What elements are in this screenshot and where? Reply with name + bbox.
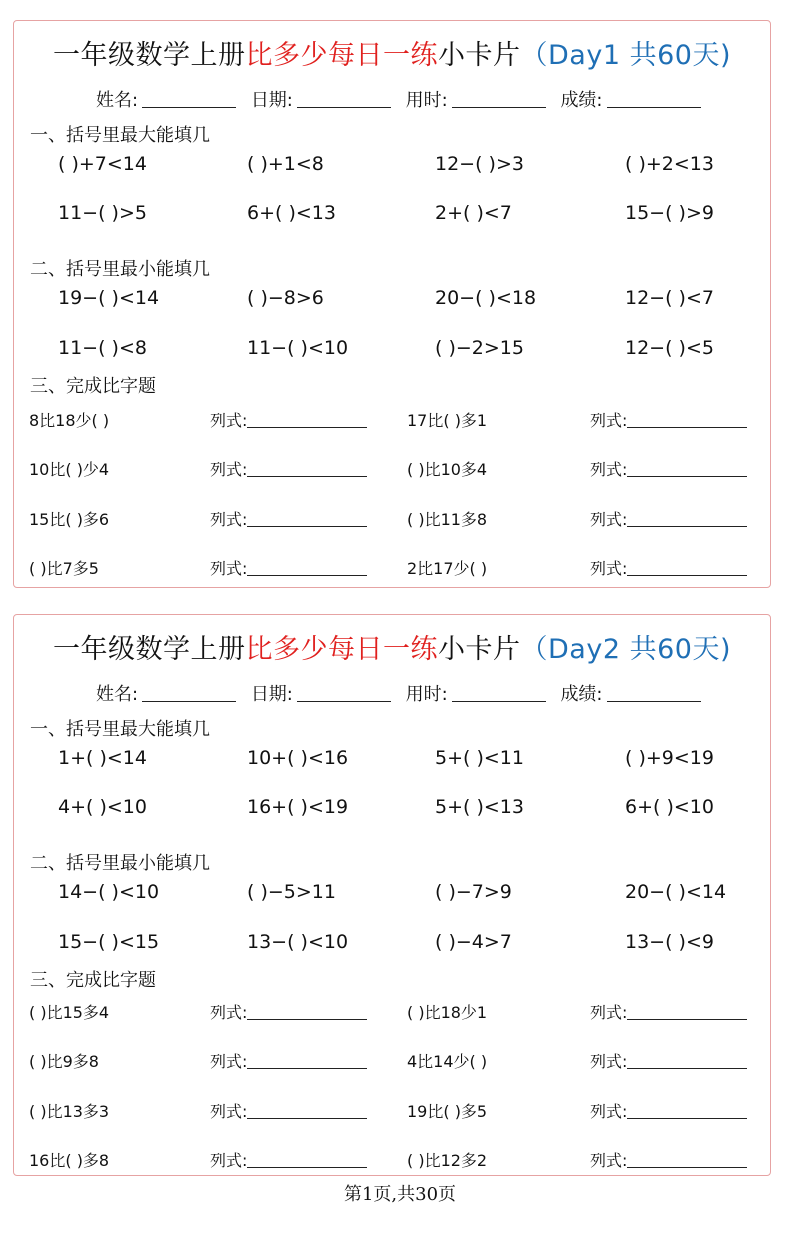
compare-problem: 15比( )多6 [29, 510, 110, 529]
formula-blank: 列式: [590, 457, 747, 480]
date-label: 日期: [250, 90, 293, 111]
name-field[interactable] [142, 92, 236, 108]
equation: ( )−8>6 [247, 287, 324, 309]
info-row [96, 86, 710, 112]
equation: 16+( )<19 [247, 796, 349, 818]
equation: 20−( )<18 [435, 287, 537, 309]
title-prefix: 一年级数学上册 [53, 634, 246, 665]
score-label: 成绩: [560, 90, 603, 111]
equation: 15−( )<15 [58, 931, 160, 953]
compare-problem: 4比14少( ) [407, 1052, 488, 1071]
equation: 12−( )<7 [625, 287, 714, 309]
formula-blank: 列式: [210, 1049, 367, 1072]
equation: ( )+9<19 [625, 747, 714, 769]
equation: 5+( )<11 [435, 747, 524, 769]
formula-blank: 列式: [590, 1148, 747, 1171]
equation: 1+( )<14 [58, 747, 147, 769]
name-label: 姓名: [96, 90, 139, 111]
compare-problem: ( )比15多4 [29, 1003, 110, 1022]
compare-problem: ( )比18少1 [407, 1003, 488, 1022]
section-heading-min: 二、括号里最小能填几 [30, 853, 210, 874]
section-heading-max: 一、括号里最大能填几 [30, 125, 210, 146]
equation: 13−( )<10 [247, 931, 349, 953]
formula-blank: 列式: [590, 1099, 747, 1122]
equation: 10+( )<16 [247, 747, 349, 769]
info-row [96, 680, 710, 706]
equation: 4+( )<10 [58, 796, 147, 818]
date-field[interactable] [297, 92, 391, 108]
name-label: 姓名: [96, 684, 139, 705]
compare-problem: ( )比11多8 [407, 510, 488, 529]
date-field[interactable] [297, 686, 391, 702]
card-title [14, 33, 770, 72]
equation: 5+( )<13 [435, 796, 524, 818]
section-heading-compare: 三、完成比字题 [30, 970, 156, 991]
formula-blank: 列式: [590, 408, 747, 431]
equation: 15−( )>9 [625, 202, 714, 224]
compare-problem: ( )比12多2 [407, 1151, 488, 1170]
title-day: （Day1 共60天) [520, 40, 731, 71]
title-highlight: 比多少每日一练 [245, 40, 439, 71]
formula-blank: 列式: [210, 408, 367, 431]
compare-problem: ( )比10多4 [407, 460, 488, 479]
equation: 12−( )>3 [435, 153, 524, 175]
title-suffix: 小卡片 [438, 40, 521, 71]
equation: ( )−5>11 [247, 881, 336, 903]
equation: ( )+1<8 [247, 153, 324, 175]
equation: ( )+7<14 [58, 153, 147, 175]
score-field[interactable] [607, 92, 701, 108]
worksheet-card-day2 [13, 614, 771, 1176]
equation: 13−( )<9 [625, 931, 714, 953]
equation: 6+( )<10 [625, 796, 714, 818]
equation: 2+( )<7 [435, 202, 512, 224]
formula-blank: 列式: [210, 556, 367, 579]
equation: ( )−7>9 [435, 881, 512, 903]
equation: 12−( )<5 [625, 337, 714, 359]
section-heading-max: 一、括号里最大能填几 [30, 719, 210, 740]
compare-problem: 17比( )多1 [407, 411, 488, 430]
equation: ( )−4>7 [435, 931, 512, 953]
compare-problem: 8比18少( ) [29, 411, 110, 430]
compare-problem: 10比( )少4 [29, 460, 110, 479]
formula-blank: 列式: [210, 1000, 367, 1023]
time-field[interactable] [452, 92, 546, 108]
time-label: 用时: [405, 684, 448, 705]
equation: 14−( )<10 [58, 881, 160, 903]
equation: 20−( )<14 [625, 881, 727, 903]
compare-problem: 2比17少( ) [407, 559, 488, 578]
page-number: 第1页,共30页 [343, 1184, 457, 1205]
formula-blank: 列式: [210, 507, 367, 530]
time-label: 用时: [405, 90, 448, 111]
title-suffix: 小卡片 [438, 634, 521, 665]
equation: 11−( )<8 [58, 337, 147, 359]
card-title [14, 627, 770, 666]
name-field[interactable] [142, 686, 236, 702]
title-day: （Day2 共60天) [520, 634, 731, 665]
equation: ( )+2<13 [625, 153, 714, 175]
worksheet-card-day1 [13, 20, 771, 588]
compare-problem: ( )比7多5 [29, 559, 99, 578]
equation: 11−( )>5 [58, 202, 147, 224]
equation: ( )−2>15 [435, 337, 524, 359]
compare-problem: ( )比13多3 [29, 1102, 110, 1121]
formula-blank: 列式: [210, 1099, 367, 1122]
formula-blank: 列式: [210, 1148, 367, 1171]
formula-blank: 列式: [590, 1000, 747, 1023]
formula-blank: 列式: [590, 556, 747, 579]
compare-problem: 19比( )多5 [407, 1102, 488, 1121]
equation: 6+( )<13 [247, 202, 336, 224]
formula-blank: 列式: [210, 457, 367, 480]
formula-blank: 列式: [590, 1049, 747, 1072]
compare-problem: 16比( )多8 [29, 1151, 110, 1170]
equation: 11−( )<10 [247, 337, 349, 359]
formula-blank: 列式: [590, 507, 747, 530]
time-field[interactable] [452, 686, 546, 702]
section-heading-min: 二、括号里最小能填几 [30, 259, 210, 280]
compare-problem: ( )比9多8 [29, 1052, 99, 1071]
score-label: 成绩: [560, 684, 603, 705]
score-field[interactable] [607, 686, 701, 702]
equation: 19−( )<14 [58, 287, 160, 309]
title-highlight: 比多少每日一练 [245, 634, 439, 665]
date-label: 日期: [250, 684, 293, 705]
section-heading-compare: 三、完成比字题 [30, 376, 156, 397]
title-prefix: 一年级数学上册 [53, 40, 246, 71]
